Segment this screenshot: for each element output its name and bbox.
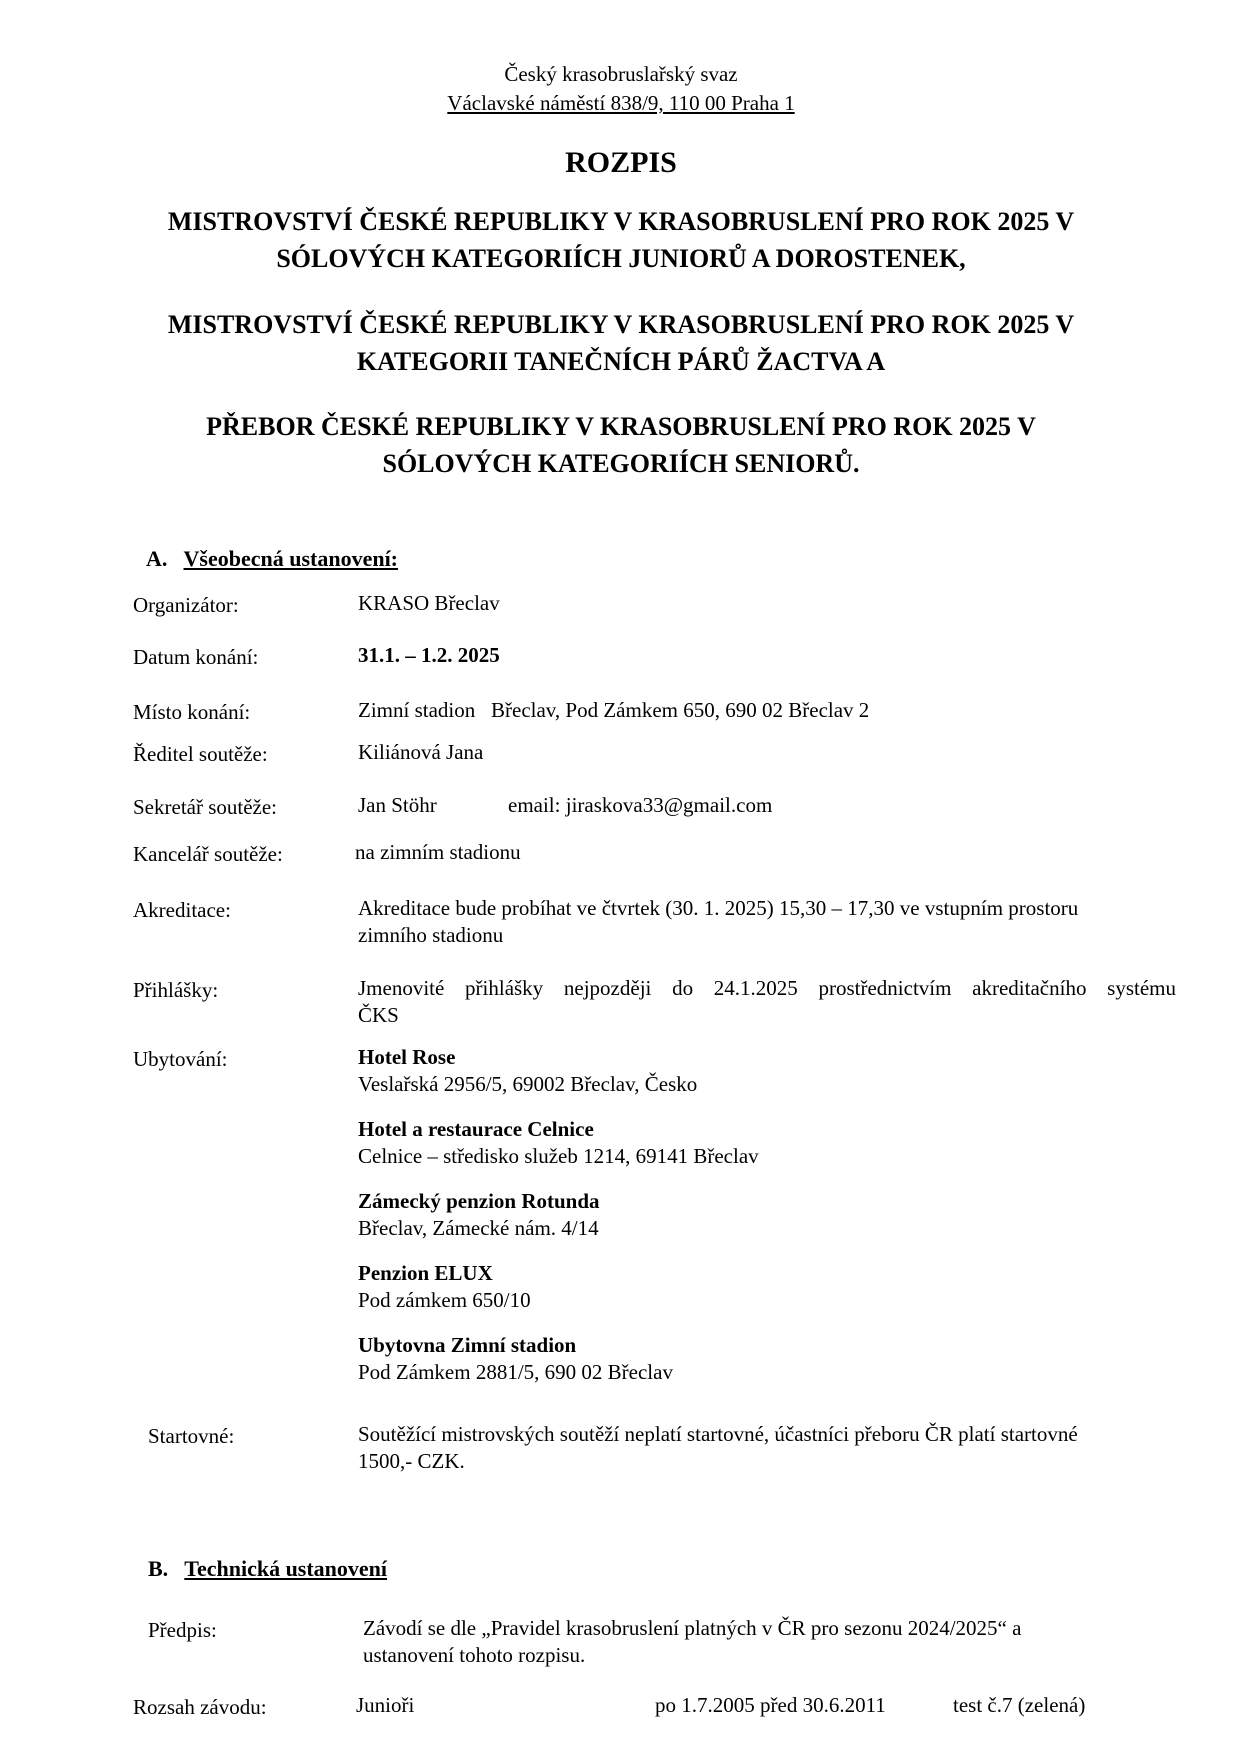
heading-line: PŘEBOR ČESKÉ REPUBLIKY V KRASOBRUSLENÍ PRO ROK 2025 V xyxy=(206,412,1036,441)
heading-line: SÓLOVÝCH KATEGORIÍCH JUNIORŮ A DOROSTENEK, xyxy=(276,244,966,273)
rules-value xyxy=(363,1615,1021,1669)
heading-seniors xyxy=(0,408,1242,482)
date-value: 31.1. – 1.2. 2025 xyxy=(358,643,500,667)
rules-line: ustanovení tohoto rozpisu. xyxy=(363,1643,586,1667)
director-label: Ředitel soutěže: xyxy=(133,742,268,766)
rules-line: Závodí se dle „Pravidel krasobruslení platných v ČR pro sezonu 2024/2025“ a xyxy=(363,1616,1022,1640)
accreditation-label: Akreditace: xyxy=(133,898,231,922)
heading-juniors xyxy=(0,203,1242,277)
document-title: ROZPIS xyxy=(565,146,677,179)
place-label: Místo konání: xyxy=(133,700,251,724)
fee-value xyxy=(358,1421,1078,1475)
place-value: Zimní stadion Břeclav, Pod Zámkem 650, 690 02 Břeclav 2 xyxy=(358,698,870,722)
date-label: Datum konání: xyxy=(133,645,259,669)
hotel-entry xyxy=(358,1188,600,1242)
section-b-title: Technická ustanovení xyxy=(184,1556,388,1581)
secretary-name: Jan Stöhr xyxy=(358,793,437,817)
org-name: Český krasobruslařský svaz xyxy=(504,62,738,86)
heading-line: MISTROVSTVÍ ČESKÉ REPUBLIKY V KRASOBRUSLENÍ PRO ROK 2025 V xyxy=(167,310,1075,339)
accommodation-label: Ubytování: xyxy=(133,1047,228,1071)
hotel-name: Ubytovna Zimní stadion xyxy=(358,1333,577,1357)
entries-line: Jmenovité přihlášky nejpozději do 24.1.2025 prostřednictvím akreditačního systému xyxy=(358,976,1176,1000)
hotel-address: Pod zámkem 650/10 xyxy=(358,1288,531,1312)
hotel-address: Břeclav, Zámecké nám. 4/14 xyxy=(358,1216,599,1240)
hotel-address: Pod Zámkem 2881/5, 690 02 Břeclav xyxy=(358,1360,673,1384)
section-b-letter: B. xyxy=(148,1556,169,1581)
hotel-entry xyxy=(358,1332,673,1386)
fee-label: Startovné: xyxy=(148,1424,235,1448)
organizer-label: Organizátor: xyxy=(133,593,239,617)
hotel-entry xyxy=(358,1044,697,1098)
heading-dance-pairs xyxy=(0,306,1242,380)
entries-value xyxy=(358,975,1176,1029)
hotel-address: Veslařská 2956/5, 69002 Břeclav, Česko xyxy=(358,1072,698,1096)
hotel-address: Celnice – středisko služeb 1214, 69141 Břeclav xyxy=(358,1144,759,1168)
office-label: Kancelář soutěže: xyxy=(133,842,283,866)
section-a-heading xyxy=(146,546,398,572)
heading-line: KATEGORII TANEČNÍCH PÁRŮ ŽACTVA A xyxy=(356,347,886,376)
director-value: Kiliánová Jana xyxy=(358,740,484,764)
entries-label: Přihlášky: xyxy=(133,978,219,1002)
scope-category: Junioři xyxy=(356,1693,415,1717)
entries-line: ČKS xyxy=(358,1003,399,1027)
section-a-letter: A. xyxy=(146,546,168,571)
hotel-name: Hotel a restaurace Celnice xyxy=(358,1117,594,1141)
accreditation-line: Akreditace bude probíhat ve čtvrtek (30. 1. 2025) 15,30 – 17,30 ve vstupním prostoru xyxy=(358,896,1079,920)
org-address-text: Václavské náměstí 838/9, 110 00 Praha 1 xyxy=(447,91,795,115)
hotel-entry xyxy=(358,1260,531,1314)
hotel-name: Hotel Rose xyxy=(358,1045,456,1069)
heading-line: SÓLOVÝCH KATEGORIÍCH SENIORŮ. xyxy=(382,449,860,478)
office-value: na zimním stadionu xyxy=(355,840,521,864)
hotel-name: Penzion ELUX xyxy=(358,1261,493,1285)
hotel-entry xyxy=(358,1116,759,1170)
rules-label: Předpis: xyxy=(148,1618,217,1642)
organizer-value: KRASO Břeclav xyxy=(358,591,500,615)
fee-line: Soutěžící mistrovských soutěží neplatí startovné, účastníci přeboru ČR platí startovné xyxy=(358,1422,1078,1446)
org-address xyxy=(0,91,1242,116)
fee-line: 1500,- CZK. xyxy=(358,1449,465,1473)
heading-line: MISTROVSTVÍ ČESKÉ REPUBLIKY V KRASOBRUSLENÍ PRO ROK 2025 V xyxy=(167,207,1075,236)
section-b-heading xyxy=(148,1556,387,1582)
accreditation-value xyxy=(358,895,1078,949)
secretary-label: Sekretář soutěže: xyxy=(133,795,278,819)
section-a-title: Všeobecná ustanovení: xyxy=(183,546,399,571)
scope-test: test č.7 (zelená) xyxy=(953,1693,1086,1717)
scope-label: Rozsah závodu: xyxy=(133,1695,267,1719)
hotel-name: Zámecký penzion Rotunda xyxy=(358,1189,600,1213)
secretary-email: email: jiraskova33@gmail.com xyxy=(508,793,773,817)
accreditation-line: zimního stadionu xyxy=(358,923,504,947)
scope-dates: po 1.7.2005 před 30.6.2011 xyxy=(655,1693,886,1717)
